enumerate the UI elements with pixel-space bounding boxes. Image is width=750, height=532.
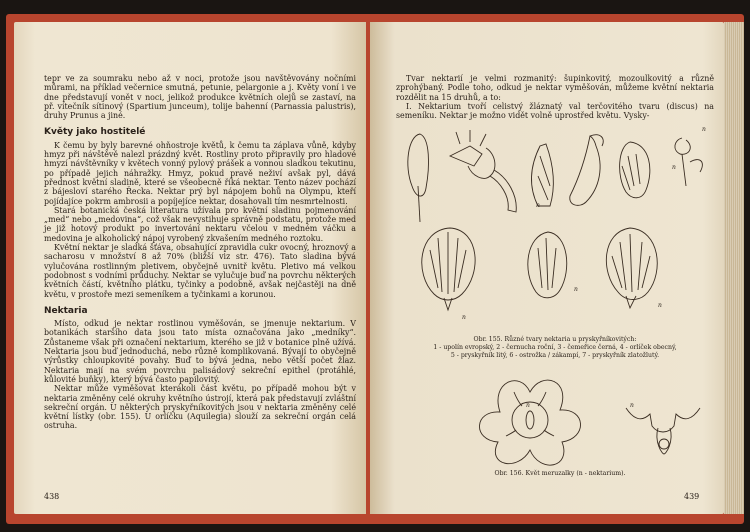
paragraph: I. Nektarium tvoří celistvý žláznatý val terčovitého tvaru (discus) na semeníku. Nektar je možno vidět volně uprostřed květu. Vysky- (396, 101, 714, 121)
paragraph: Místo, odkud je nektar rostlinou vyměšován, se jmenuje nektarium. V botanikách staršího data jsou tato místa označována jako „medníky“. Zůstaneme však při označení nektarium, kterého se již v botanice plně užívá. Nektaria jsou buď jednoduchá, nebo různě komplikovaná. Bývají to obyčejně výrůstky chloupkovité povahy. Buď to bývá jedna, nebo větší počet žlaz. Nektaria mají na svém povrchu palisádový sekreční epithel (protáhlé, kůlovité buňky), který bývá často papilovitý. (44, 319, 356, 384)
left-page-text (44, 74, 356, 431)
paragraph: Nektar může vyměšovat kterákoli část květu, po případě mohou být v nektaria změněny celé okruhy květního ústrojí, která pak představují zvláštní sekreční orgán. U některých pryskyřníkovitých jsou v nektaria změněny celé květní lístky (obr. 155). U orlíčku (Aquilegia) slouží za sekreční orgán celá ostruha. (44, 384, 356, 431)
left-page (14, 22, 366, 514)
caption-line: 5 - pryskyřník litý, 6 - ostrožka / zákampí, 7 - pryskyřník zlatožlutý. (450, 351, 660, 359)
right-page-text (396, 74, 714, 120)
heading-nectaria: Nektaria (44, 305, 88, 316)
label-n: n (462, 314, 466, 321)
caption-line: 1 - upolín evropský, 2 - černucha roční, 3 - čemeřice černá, 4 - orlíček obecný, (433, 343, 677, 351)
fig155-petals-illustration (390, 218, 720, 318)
label-n: n (630, 402, 634, 409)
fig156-illustration (390, 362, 720, 472)
heading-hosts: Květy jako hostitelé (44, 127, 146, 138)
label-n: n (658, 302, 662, 309)
caption-title: Obr. 155. Různé tvary nektaria u pryskyřníkovitých: (473, 336, 637, 343)
paragraph: Stará botanická česká literatura užívala pro květní sladinu pojmenování „med“ nebo „medovina“, což však nevystihuje správně podstatu, protože med je již hotový produkt po invertování nektaru včelou v medném váčku a medovina je alkoholický nápoj vyrobený zkvašením medného roztoku. (44, 205, 356, 243)
label-n: n (702, 126, 706, 133)
figure-156-caption: Obr. 156. Květ meruzalky (n - nektarium). (494, 470, 626, 477)
paragraph: Květní nektar je sladká šťáva, obsahující zpravidla cukr ovocný, hroznový a sacharosu v množství 8 až 70% (bližší viz str. 476). Tato sladina bývá vylučována rostlinným pletivem, obyčejně uvnitř květu. Pletivo má velkou podobnost s vodními průduchy. Nektar se vylučuje buď na povrchu některých květních částí, květního plátku, tyčinky a podobně, avšak nejčastěji na dně květu, v prostoře mezi semeníkem a tyčinkami a korunou. (44, 243, 356, 299)
page-number-left: 438 (44, 492, 60, 501)
page-edges (724, 22, 744, 514)
label-n: n (672, 164, 676, 171)
right-page (370, 22, 724, 514)
label-n: n (574, 286, 578, 293)
label-n: n (526, 402, 530, 409)
page-number-right: 439 (684, 492, 700, 501)
intro-paragraph: tepr ve za soumraku nebo až v noci, protože jsou navštěvovány nočními můrami, na příklad večernice smutná, petunie, pelargonie a j. Květy voní i ve dne představují vonět v noci, jelikož produkce květních olejů se zastaví, na př. vítečník sítinový (Spartium junceum), tolije bahenní (Parnassia palustris), druhy Prunus a jiné. (44, 74, 356, 121)
figure-155-caption (400, 336, 710, 359)
paragraph: K čemu by byly barevné ohňostroje květů, k čemu ta záplava vůně, kdyby hmyz při návštěvě nalezl prázdný květ. Rostliny proto připravily pro hladové hmyzí návštěvníky v květech vonný pylový prášek a vonnou sladkou tekutinu, po případě jejich náhražky. Hmyz, pokud pravě neživí avšak pyl, dává přednost květní sladině, které se všeobecně říká nektar. Tento název pochází z bájesloví starého Řecka. Nektar prý byl nápojem bohů na Olympu, kteří pojídajíce pokrm ambrosii a popíjejíce nektar, dosahovali tím nesmrtelnosti. (44, 140, 356, 206)
paragraph: Tvar nektarií je velmi rozmanitý: šupinkovitý, mozoulkovitý a různě zprohýbaný. Podle toho, odkud je nektar vyměšován, můžeme květní nektaria rozdělit na 15 druhů, a to: (396, 74, 714, 102)
label-n: n (536, 202, 540, 209)
open-book (6, 14, 744, 524)
